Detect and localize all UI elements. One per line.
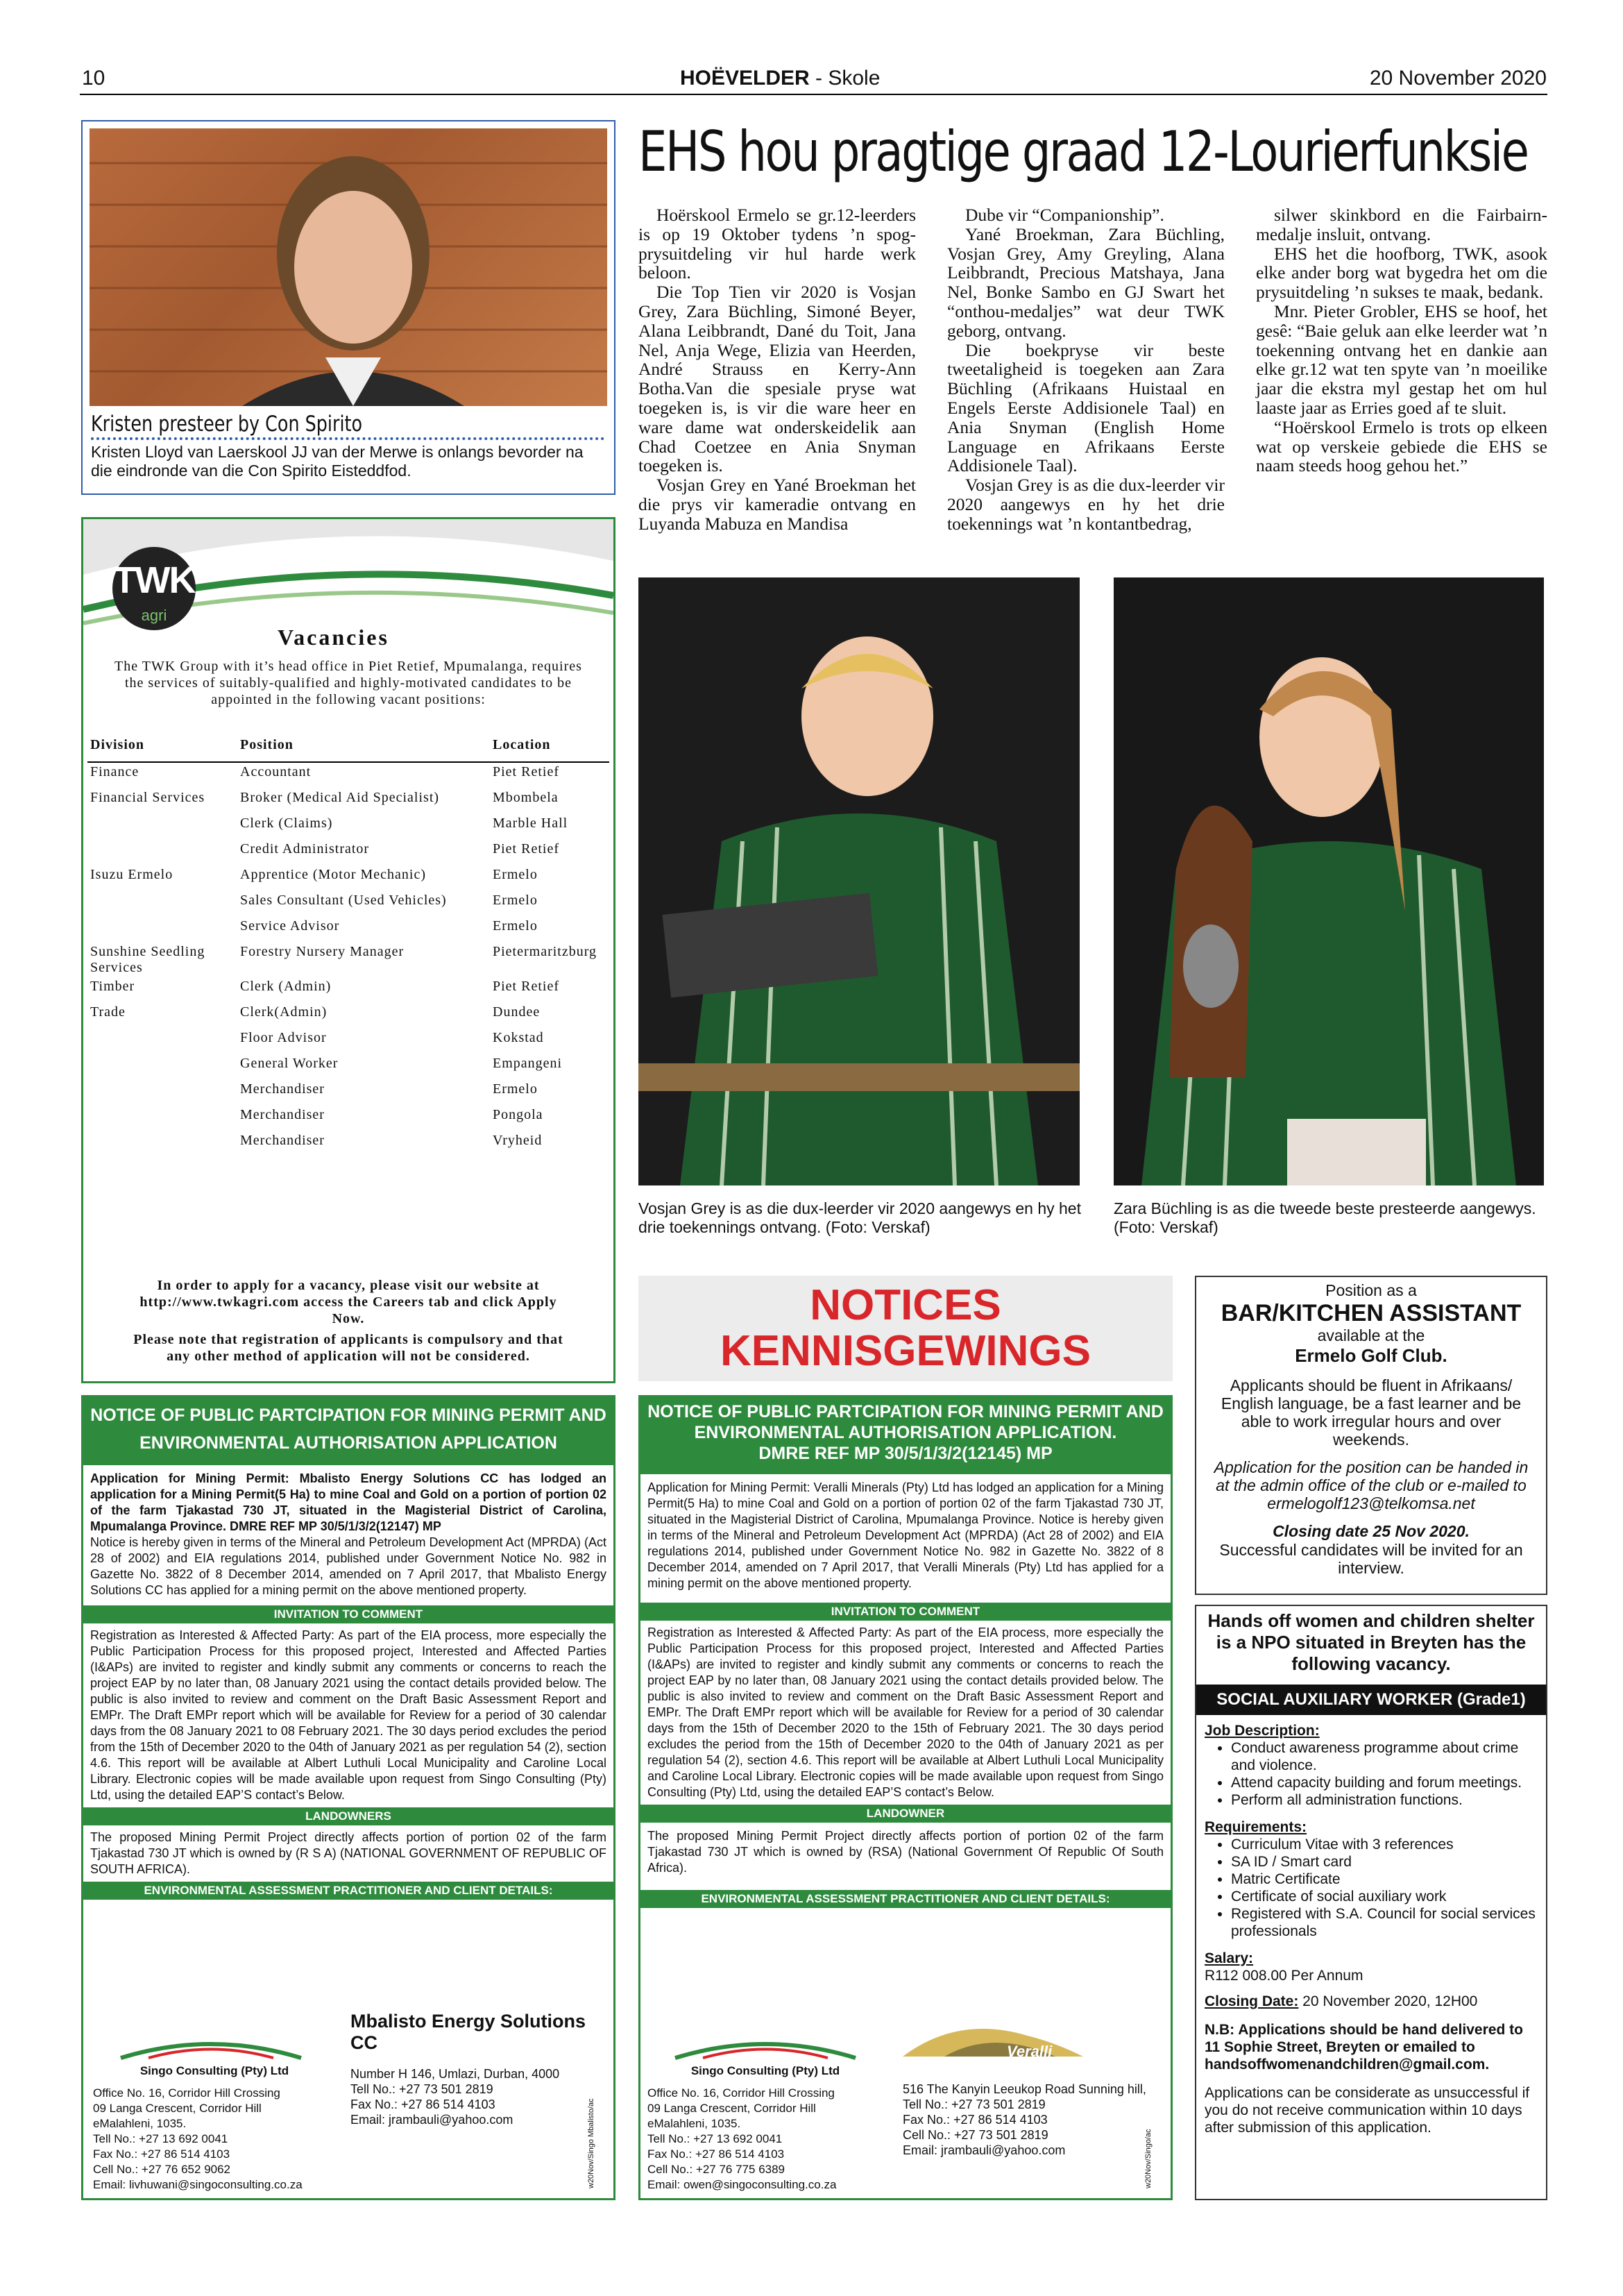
singo-address-line: 09 Langa Crescent, Corridor Hill — [647, 2102, 816, 2115]
twk-table-row — [87, 1106, 609, 1131]
twk-cell-position: Credit Administrator — [240, 841, 370, 856]
job-label: Job Description: — [1205, 1723, 1320, 1739]
req-label: Requirements: — [1205, 1819, 1307, 1835]
shelter-position: SOCIAL AUXILIARY WORKER (Grade1) — [1196, 1685, 1546, 1715]
vosjan-caption: Vosjan Grey is as die dux-leerder vir 2020 aangewys en hy het drie toekennings ontvang. (Foto: Verskaf) — [638, 1199, 1081, 1236]
singo-address-line: eMalahleni, 1035. — [647, 2117, 741, 2130]
notice-mbalisto-ref: w20Nov/Singo Mbalisto/ac — [587, 2098, 595, 2188]
twk-header-division: Division — [87, 736, 237, 762]
veralli-logo — [903, 2015, 1153, 2070]
notice-veralli-landowner-label: LANDOWNER — [640, 1805, 1171, 1823]
caption-dotted-rule — [91, 437, 604, 440]
twk-cell-division — [87, 1106, 237, 1131]
notice-mbalisto — [81, 1395, 615, 2200]
twk-header-position: Position — [237, 736, 490, 762]
client-address-line: Tell No.: +27 73 501 2819 — [903, 2097, 1046, 2111]
req-list — [1205, 1836, 1538, 1940]
twk-cell-position: Floor Advisor — [240, 1030, 327, 1045]
twk-table-row — [87, 762, 609, 788]
header-rule — [80, 94, 1547, 95]
article-paragraph: Dube vir “Companionship”. — [965, 205, 1164, 225]
job-item: • Perform all administration functions. — [1231, 1791, 1538, 1809]
twk-logo — [112, 547, 196, 630]
job-list — [1205, 1739, 1538, 1809]
kristen-caption-text: Kristen Lloyd van Laerskool JJ van der Merwe is onlangs bevorder na die eindronde van die Con Spirito Eisteddfod. — [91, 443, 584, 480]
twk-cell-position: Apprentice (Motor Mechanic) — [240, 867, 427, 882]
notice-mbalisto-body-b: Notice is hereby given in terms of the Mineral and Petroleum Development Act (MPRDA) (Act 28 of 2002) and EIA regulations 2014, published under Government Notice No. 982 in Gazette No. 3822 of 8 December 2014, amended on 7 April 2017, that Mbalisto Energy Solutions CC has applied for a mining permit on the above mentioned property. — [90, 1535, 606, 1597]
twk-cell-division: Financial Services — [90, 790, 205, 805]
kristen-photo-illustration — [90, 128, 607, 406]
requirement-item: • Curriculum Vitae with 3 references — [1231, 1836, 1538, 1853]
singo-address-line: Email: livhuwani@singoconsulting.co.za — [93, 2178, 303, 2191]
section-name: - Skole — [809, 67, 881, 90]
paper-name: HOËVELDER — [680, 67, 810, 90]
shelter-nb: N.B: Applications should be hand delivered to 11 Sophie Street, Breyten or emailed to handsoffwomenandchildren@gmail.com. — [1205, 2022, 1523, 2073]
twk-cell-division — [87, 891, 237, 917]
twk-cell-division — [87, 1054, 237, 1080]
shelter-body — [1196, 1715, 1546, 2136]
twk-cell-location: Piet Retief — [493, 764, 559, 779]
article-paragraph: Yané Broekman, Zara Büchling, Vosjan Grey, Amy Greyling, Alana Leibbrandt, Precious Matshaya, Jana Nel, Bonke Sambo en GJ Swart het “onthou-medaljes” wat deur TWK geborg, ontvang. — [947, 223, 1225, 341]
twk-cell-location: Dundee — [493, 1004, 541, 1020]
notice-veralli-eap-label: ENVIRONMENTAL ASSESSMENT PRACTITIONER AND CLIENT DETAILS: — [640, 1890, 1171, 1908]
kristen-caption-title: Kristen presteer by Con Spirito — [91, 412, 363, 437]
notice-veralli-landowner: The proposed Mining Permit Project directly affects portion of portion 02 of the farm Tjakastad 730 JT which is owned by (RSA) (National Government Of Republic Of South Africa). — [647, 1829, 1164, 1875]
twk-title: Vacancies — [278, 625, 389, 650]
notice-text: Application for Mining Permit: Mbalisto Energy Solutions CC has lodged an application for a Mining Permit(5 Ha) to mine Coal and Gold on a portion of portion 02 of the farm Tjakastad 730 JT, situated in the Magisterial District of Carolina, Mpumalanga Province. DMRE REF MP 30/5/1/3/2(12147) MP — [90, 1471, 606, 1533]
singo-address-line: Tell No.: +27 13 692 0041 — [647, 2132, 783, 2145]
notices-title: NOTICES — [810, 1281, 1001, 1329]
twk-table-row — [87, 891, 609, 917]
twk-cell-division: Finance — [90, 764, 139, 779]
client-address-line: Fax No.: +27 86 514 4103 — [903, 2113, 1048, 2127]
twk-table-header — [87, 736, 609, 762]
twk-cell-division: Sunshine Seedling Services — [90, 944, 205, 975]
twk-cell-location: Vryheid — [493, 1133, 543, 1148]
client-address-line: Email: jrambauli@yahoo.com — [903, 2143, 1066, 2157]
twk-table-row — [87, 1131, 609, 1157]
twk-vacancy-table — [87, 736, 609, 1157]
notice-mbalisto-invitation-label: INVITATION TO COMMENT — [83, 1605, 613, 1623]
twk-cell-position: Clerk (Admin) — [240, 979, 332, 994]
twk-cell-position: Merchandiser — [240, 1133, 325, 1148]
zara-photo — [1114, 577, 1544, 1185]
salary-label: Salary: — [1205, 1950, 1254, 1966]
vosjan-photo — [638, 577, 1080, 1185]
singo-logo-text-2: Singo Consulting (Pty) Ltd — [690, 2064, 840, 2077]
twk-cell-location: Pongola — [493, 1107, 543, 1122]
article-col-3 — [1256, 205, 1547, 475]
twk-cell-division — [87, 1029, 237, 1054]
closing-label: Closing Date: — [1205, 1993, 1299, 2009]
twk-table-row — [87, 1054, 609, 1080]
notice-veralli-title-block — [640, 1397, 1171, 1474]
twk-cell-position: Broker (Medical Aid Specialist) — [240, 790, 440, 805]
twk-cell-position: Merchandiser — [240, 1081, 325, 1097]
notice-mbalisto-landowners-label: LANDOWNERS — [83, 1807, 613, 1825]
twk-cell-location: Pietermaritzburg — [493, 944, 597, 959]
singo-address-line: eMalahleni, 1035. — [93, 2117, 187, 2130]
bar-line1: Position as a — [1325, 1281, 1417, 1299]
singo-address-line: Office No. 16, Corridor Hill Crossing — [647, 2086, 835, 2100]
twk-cell-location: Ermelo — [493, 893, 538, 908]
singo-logo-mark — [93, 2037, 329, 2061]
twk-table-row — [87, 1029, 609, 1054]
twk-table-row — [87, 866, 609, 891]
article-col-1 — [638, 205, 916, 534]
twk-cell-position: Forestry Nursery Manager — [240, 944, 405, 959]
client-address-line: Tell No.: +27 73 501 2819 — [350, 2082, 493, 2096]
singo-address-line: Email: owen@singoconsulting.co.za — [647, 2178, 837, 2191]
singo-address-line: Tell No.: +27 13 692 0041 — [93, 2132, 228, 2145]
singo-address-line: Cell No.: +27 76 652 9062 — [93, 2163, 231, 2176]
bar-requirements: Applicants should be fluent in Afrikaans/ English language, be a fast learner and be able to work irregular hours and over weekends. — [1221, 1376, 1522, 1449]
article-paragraph: Vosjan Grey is as die dux-leerder vir 2020 aangewys en hy het drie toekennings wat ’n kontantbedrag, — [947, 475, 1225, 534]
notice-veralli-ref: w20Nov/Singo/ac — [1144, 2129, 1153, 2188]
article-paragraph: Mnr. Pieter Grobler, EHS se hoof, het gesê: “Baie geluk aan elke leerder wat ’n toekenning ontvang het en dankie aan elke gr.12 wat ten spyte van ’n moeilike jaar die ekstra myl gestap het om hul laaste jaar as Erries goed af te sluit. — [1256, 301, 1547, 418]
notice-mbalisto-invitation: Registration as Interested & Affected Party: As part of the EIA process, more especially the Public Participation Process for this proposed project, Interested and Affected Parties (I&APs) are invited to register and kindly submit any comments or concerns to reach the project EAP by no later than, 08 January 2021 using the contact details provided below. The public is also invited to review and comment on the Draft Basic Assessment Report and EMPr. The Draft EMPr report which will be available for Review for a period of 30 calendar days from the 08 January 2021 to 08 February 2021. The 30 days period excludes the period from the 15th of December 2020 to the 04th of January 2021 as per regulation 54 (2), section 4.6. This report will be available at Albert Luthuli Local Municipality and Caroline Local Library. Electronic copies will be made available upon request from Singo Consulting (Pty) Ltd, using the detailed EAP’S contact’s Below. — [90, 1628, 606, 1802]
client-address-line: Number H 146, Umlazi, Durban, 4000 — [350, 2067, 560, 2081]
shelter-ad — [1195, 1605, 1547, 2200]
bar-title: BAR/KITCHEN ASSISTANT — [1221, 1300, 1522, 1326]
mbalisto-details — [350, 2011, 600, 2127]
twk-cell-division — [87, 1080, 237, 1106]
zara-caption: Zara Büchling is as die tweede beste presteerde aangewys. (Foto: Verskaf) — [1114, 1199, 1536, 1236]
twk-vacancies-ad — [81, 517, 615, 1383]
notice-mbalisto-landowners: The proposed Mining Permit Project directly affects portion of portion 02 of the farm Tjakastad 730 JT which is owned by (R S A) (NATIONAL GOVERNMENT OF REPUBLIC OF SOUTH AFRICA). — [90, 1830, 606, 1876]
client-address-line: 516 The Kanyin Leeukop Road Sunning hill, — [903, 2082, 1146, 2096]
twk-cell-position: Clerk (Claims) — [240, 816, 333, 831]
twk-cell-division: Trade — [90, 1004, 126, 1020]
notice-veralli-body-a: Application for Mining Permit: Veralli Minerals (Pty) Ltd has lodged an application for a Mining Permit(5 Ha) to mine Coal and Gold on a portion of portion 02 of the farm Tjakastad 730 JT, situated in the Magisterial District of Carolina, Mpumalanga Province. Notice is hereby given in terms of the Mineral and Petroleum Development Act (MPRDA) (Act 28 of 2002) and EIA regulations 2014, published under Government Notice No. 982 in Gazette No. 3822 of 8 December 2014, amended on 7 April 2017, that Veralli Minerals (Pty) Ltd has applied for a mining permit on the above mentioned property. — [647, 1480, 1164, 1590]
singo-address-line: Office No. 16, Corridor Hill Crossing — [93, 2086, 280, 2100]
singo-address-line: Fax No.: +27 86 514 4103 — [93, 2147, 230, 2161]
salary-value: R112 008.00 Per Annum — [1205, 1968, 1363, 1984]
requirement-item: • Certificate of social auxiliary work — [1231, 1888, 1538, 1905]
singo-logo-2 — [647, 2037, 883, 2077]
vosjan-photo-illustration — [638, 577, 1080, 1185]
singo-address-line: Cell No.: +27 76 775 6389 — [647, 2163, 785, 2176]
twk-table-row — [87, 788, 609, 814]
bar-line2: available at the — [1317, 1326, 1425, 1344]
singo-address-line: Fax No.: +27 86 514 4103 — [647, 2147, 785, 2161]
notice-mbalisto-title: NOTICE OF PUBLIC PARTCIPATION FOR MINING PERMIT AND ENVIRONMENTAL AUTHORISATION APPLICATION — [83, 1397, 613, 1465]
bar-club: Ermelo Golf Club. — [1295, 1345, 1447, 1366]
article-paragraph: EHS het die hoofborg, TWK, asook elke ander borg wat bygedra het om die prysuitdeling ’n sukses te maak, bedank. — [1256, 243, 1547, 303]
singo-details-2 — [647, 2037, 883, 2193]
notice-mbalisto-body-a — [83, 1465, 613, 1535]
twk-header-location: Location — [490, 736, 609, 762]
mbalisto-name: Mbalisto Energy Solutions CC — [350, 2011, 586, 2053]
bar-apply: Application for the position can be handed in at the admin office of the club or e-mailed to ermelogolf123@telkomsa.net — [1214, 1458, 1529, 1512]
job-item: • Conduct awareness programme about crime and violence. — [1231, 1739, 1538, 1774]
requirement-item: • SA ID / Smart card — [1231, 1853, 1538, 1871]
twk-cell-position: Sales Consultant (Used Vehicles) — [240, 893, 447, 908]
twk-cell-position: Clerk(Admin) — [240, 1004, 328, 1020]
twk-logo-text: TWK — [113, 559, 195, 601]
twk-cell-position: Service Advisor — [240, 918, 340, 934]
closing-value: 20 November 2020, 12H00 — [1298, 1993, 1478, 2009]
twk-cell-location: Mbombela — [493, 790, 559, 805]
twk-intro: The TWK Group with it’s head office in Piet Retief, Mpumalanga, requires the services of suitably-qualified and highly-motivated candidates to be appointed in the following vacant positions: — [114, 659, 582, 707]
twk-table-row — [87, 1080, 609, 1106]
singo-address-line: 09 Langa Crescent, Corridor Hill — [93, 2102, 262, 2115]
twk-cell-location: Ermelo — [493, 1081, 538, 1097]
article-paragraph: Die Top Tien vir 2020 is Vosjan Grey, Zara Büchling, Simoné Beyer, Alana Leibbrandt, Dané du Toit, Jana Nel, Anja Wege, Elizia van Heerden, André Strauss en Kerry-Ann Botha.Van die spesiale pryse wat toegeken is, is vir die ware heer en ware dame wat onderskeidelik aan Chad Coetzee en Ania Snyman toegeken is. — [638, 282, 916, 476]
veralli-logo-text: Veralli — [1007, 2043, 1053, 2060]
twk-cell-location: Marble Hall — [493, 816, 568, 831]
article-paragraph: Vosjan Grey en Yané Broekman het die prys vir kameradie ontvang en Luyanda Mabuza en Mandisa — [638, 475, 916, 534]
twk-cell-division — [87, 1131, 237, 1157]
notice-veralli-invitation-label: INVITATION TO COMMENT — [640, 1603, 1171, 1621]
notice-veralli-ref-title: DMRE REF MP 30/5/1/3/2(12145) MP — [758, 1444, 1053, 1463]
article-col-2 — [947, 205, 1225, 534]
singo-logo — [93, 2037, 336, 2077]
twk-cell-division: Isuzu Ermelo — [90, 867, 173, 882]
twk-cell-location: Piet Retief — [493, 979, 559, 994]
page-number: 10 — [82, 67, 105, 90]
article-paragraph: Die boekpryse vir beste tweetaligheid is toegeken aan Zara Büchling (Afrikaans Huistaal en Engels Eerste Addisionele Taal) en Ania Snyman (English Home Language en Afrikaans Eerste Addisionele Taal). — [947, 339, 1225, 476]
twk-logo-sub: agri — [141, 607, 167, 624]
twk-table-row — [87, 943, 609, 977]
veralli-logo-mark — [903, 2015, 1083, 2063]
twk-apply-text: In order to apply for a vacancy, please visit our website at http://www.twkagri.com access the Careers tab and click Apply Now. — [139, 1278, 557, 1326]
shelter-title: Hands off women and children shelter is a NPO situated in Breyten has the following vacancy. — [1207, 1610, 1535, 1674]
zara-photo-illustration — [1114, 577, 1544, 1185]
article-paragraph: “Hoërskool Ermelo is trots op elkeen wat op verskeie gebiede die EHS se naam steeds hoog gehou het.” — [1256, 416, 1547, 476]
singo-details — [93, 2037, 336, 2193]
veralli-details — [903, 2015, 1153, 2158]
twk-cell-position: Merchandiser — [240, 1107, 325, 1122]
client-address-line: Fax No.: +27 86 514 4103 — [350, 2097, 495, 2111]
twk-table-row — [87, 977, 609, 1003]
twk-cell-location: Empangeni — [493, 1056, 563, 1071]
article-paragraph: silwer skinkbord en die Fairbairn-medalje insluit, ontvang. — [1256, 205, 1547, 244]
closing-line — [1205, 1993, 1538, 2010]
twk-table-row — [87, 917, 609, 943]
kennisgewings-title: KENNISGEWINGS — [720, 1327, 1091, 1375]
twk-cell-position: Accountant — [240, 764, 312, 779]
notices-banner — [638, 1276, 1173, 1381]
bar-closing: Closing date 25 Nov 2020. — [1273, 1522, 1470, 1540]
shelter-unsuccessful: Applications can be considerate as unsuccessful if you do not receive communication within 10 days after submission of this application. — [1205, 2085, 1530, 2136]
kristen-photo-box — [81, 120, 615, 495]
twk-cell-division — [87, 814, 237, 840]
notice-veralli — [638, 1395, 1173, 2200]
twk-cell-location: Piet Retief — [493, 841, 559, 856]
twk-table-row — [87, 1003, 609, 1029]
masthead — [680, 67, 958, 90]
twk-cell-location: Ermelo — [493, 867, 538, 882]
requirement-item: • Registered with S.A. Council for social services professionals — [1231, 1905, 1538, 1940]
job-item: • Attend capacity building and forum meetings. — [1231, 1774, 1538, 1791]
client-address-line: Email: jrambauli@yahoo.com — [350, 2113, 513, 2127]
twk-table-row — [87, 814, 609, 840]
twk-note-text: Please note that registration of applicants is compulsory and that any other method of application will not be considered. — [133, 1332, 563, 1364]
client-address-line: Cell No.: +27 73 501 2819 — [903, 2128, 1048, 2142]
twk-cell-position: General Worker — [240, 1056, 339, 1071]
notice-veralli-invitation: Registration as Interested & Affected Party: As part of the EIA process, more especially the Public Participation Process for this proposed project, Interested and Affected Parties (I&APs) are invited to register and kindly submit any comments or concerns to reach the project EAP by no later than, 08 January 2021 using the contact details provided below. The public is also invited to review and comment on the Draft Basic Assessment Report and EMPr. The Draft EMPr report which will be available for Review for a period of 30 calendar days from the 15th of December 2020 to the 15th of February 2021. The 30 days period excludes the period from the 15th of December 2020 to the 04th of January 2021 as per regulation 54 (2), section 4.6. This report will be available at Albert Luthuli Local Municipality and Caroline Local Library. Electronic copies will be made available upon request from Singo Consulting (Pty) Ltd, using the detailed EAP’S contact’s Below. — [647, 1626, 1164, 1799]
kristen-photo — [90, 128, 607, 406]
article-headline: EHS hou pragtige graad 12-Lourierfunksie — [638, 119, 1528, 184]
twk-table-row — [87, 840, 609, 866]
article-paragraph: Hoërskool Ermelo se gr.12-leerders is op 19 Oktober tydens ’n spog-prysuitdeling vir hul harde werk beloon. — [638, 205, 916, 283]
singo-logo-text: Singo Consulting (Pty) Ltd — [139, 2064, 289, 2077]
twk-cell-division: Timber — [90, 979, 135, 994]
bar-success: Successful candidates will be invited for an interview. — [1219, 1541, 1523, 1577]
requirement-item: • Matric Certificate — [1231, 1871, 1538, 1888]
notice-veralli-title: NOTICE OF PUBLIC PARTCIPATION FOR MINING PERMIT AND ENVIRONMENTAL AUTHORISATION APPLICATION. — [647, 1402, 1164, 1442]
issue-date: 20 November 2020 — [1369, 67, 1547, 90]
twk-cell-location: Kokstad — [493, 1030, 544, 1045]
notice-mbalisto-eap-label: ENVIRONMENTAL ASSESSMENT PRACTITIONER AND CLIENT DETAILS: — [83, 1882, 613, 1900]
bar-kitchen-ad — [1195, 1276, 1547, 1595]
singo-logo-mark-2 — [647, 2037, 883, 2061]
twk-cell-location: Ermelo — [493, 918, 538, 934]
twk-cell-division — [87, 840, 237, 866]
twk-cell-division — [87, 917, 237, 943]
